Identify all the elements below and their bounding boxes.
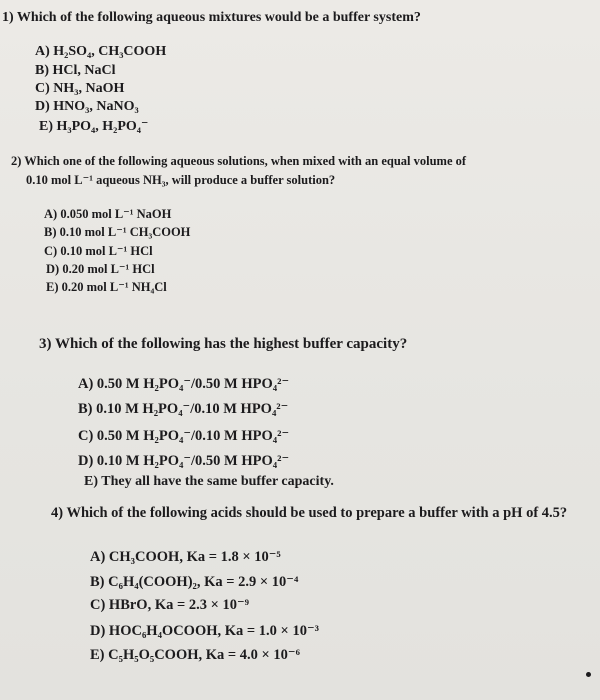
question-2-option-e: E) 0.20 mol L⁻¹ NH₄Cl xyxy=(46,280,167,294)
question-4-stem: 4) Which of the following acids should be used to prepare a buffer with a pH of 4.5? xyxy=(51,505,568,521)
question-3-option-d: D) 0.10 M H₂PO₄⁻/0.50 M HPO₄²⁻ xyxy=(78,453,290,469)
question-2-option-d: D) 0.20 mol L⁻¹ HCl xyxy=(46,262,155,276)
question-2-option-b: B) 0.10 mol L⁻¹ CH₃COOH xyxy=(44,225,191,239)
question-4-option-e: E) C₅H₅O₅COOH, Ka = 4.0 × 10⁻⁶ xyxy=(90,647,300,663)
question-1-stem: 1) Which of the following aqueous mixtures would be a buffer system? xyxy=(2,10,421,25)
question-1-option-a: A) H₂SO₄, CH₃COOH xyxy=(35,44,167,59)
question-3-option-c: C) 0.50 M H₂PO₄⁻/0.10 M HPO₄²⁻ xyxy=(78,428,290,444)
question-4-option-d: D) HOC₆H₄OCOOH, Ka = 1.0 × 10⁻³ xyxy=(90,623,319,639)
question-2-stem-line2: 0.10 mol L⁻¹ aqueous NH₃, will produce a buffer solution? xyxy=(26,173,336,187)
question-2-option-a: A) 0.050 mol L⁻¹ NaOH xyxy=(44,207,172,221)
question-4-option-a: A) CH₃COOH, Ka = 1.8 × 10⁻⁵ xyxy=(90,549,281,565)
question-2-stem-line1: 2) Which one of the following aqueous solutions, when mixed with an equal volume of xyxy=(11,154,467,168)
question-4-option-c: C) HBrO, Ka = 2.3 × 10⁻⁹ xyxy=(90,597,250,613)
question-2-option-c: C) 0.10 mol L⁻¹ HCl xyxy=(44,244,153,258)
question-1-option-b: B) HCl, NaCl xyxy=(35,63,116,78)
question-3-option-a: A) 0.50 M H₂PO₄⁻/0.50 M HPO₄²⁻ xyxy=(78,376,290,392)
ink-dot-mark xyxy=(586,672,591,677)
question-3-stem: 3) Which of the following has the highest buffer capacity? xyxy=(39,336,408,352)
question-1-option-c: C) NH₃, NaOH xyxy=(35,81,125,96)
question-4-option-b: B) C₆H₄(COOH)₂, Ka = 2.9 × 10⁻⁴ xyxy=(90,574,299,590)
question-3-option-e: E) They all have the same buffer capacity. xyxy=(84,474,334,489)
question-3-option-b: B) 0.10 M H₂PO₄⁻/0.10 M HPO₄²⁻ xyxy=(78,401,289,417)
question-1-option-e: E) H₃PO₄, H₂PO₄⁻ xyxy=(39,119,149,134)
question-1-option-d: D) HNO₃, NaNO₃ xyxy=(35,99,139,114)
